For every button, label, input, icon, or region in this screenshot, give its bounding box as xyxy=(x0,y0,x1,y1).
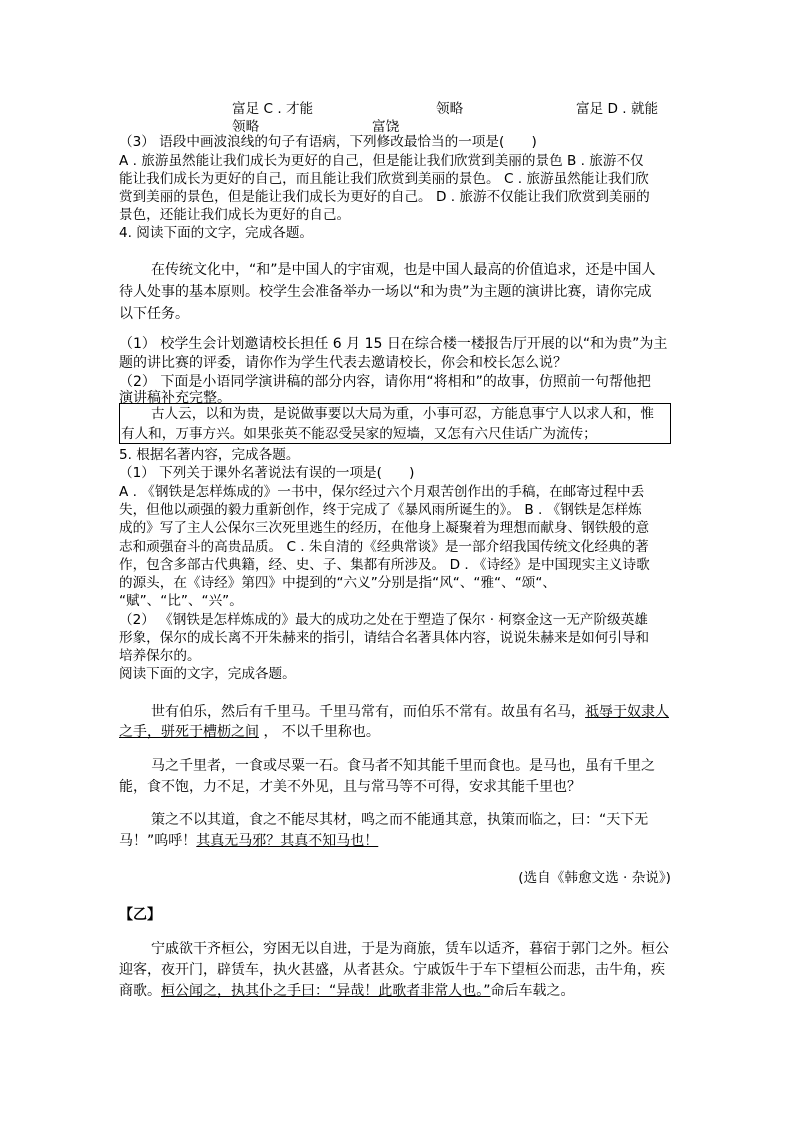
question-5-title: 5. 根据名著内容，完成各题。 xyxy=(119,447,300,463)
question-5-sub-1: （1） 下列关于课外名著说法有误的一项是( ) xyxy=(119,465,415,481)
question-4-intro: 以下任务。 xyxy=(119,306,189,322)
passage-3-line xyxy=(119,830,378,852)
question-4-sub-2: 演讲稿补充完整。 xyxy=(119,390,231,406)
question-5-option-line: A . 《钢铁是怎样炼成的》一书中，保尔经过六个月艰苦创作出的手稿，在邮寄过程中丢 xyxy=(119,484,645,500)
passage-text: 世有伯乐，然后有千里马。千里马常有，而伯乐不常有。故虽有名马， xyxy=(151,704,585,720)
underlined-phrase: 之手，骈死于槽枥之间 xyxy=(119,724,259,740)
reading-title: 阅读下面的文字，完成各题。 xyxy=(119,666,296,682)
question-5-option-line: 成的》写了主人公保尔三次死里逃生的经历，在他身上凝聚着为理想而献身、钢铁般的意 xyxy=(119,520,650,536)
question-4-sub-2: （2） 下面是小语同学演讲稿的部分内容，请你用“将相和”的故事，仿照前一句帮他把 xyxy=(119,374,651,390)
question-5-sub-2: （2） 《钢铁是怎样炼成的》最大的成功之处在于塑造了保尔 · 柯察金这一无产阶级英雄 xyxy=(119,612,648,628)
passage-2-line: 马之千里者，一食或尽粟一石。食马者不知其能千里而食也。是马也，虽有千里之 xyxy=(151,758,655,774)
question-5-option-line: 作，包含多部古代典籍，经、史、子、集都有所涉及。 D . 《诗经》是中国现实主义诗歌 xyxy=(119,557,650,573)
question-3-stem: （3） 语段中画波浪线的句子有语病，下列修改最恰当的一项是( ) xyxy=(119,134,537,150)
passage-text: 马！”呜呼！ xyxy=(119,833,197,849)
question-3-options-line: 赏到美丽的景色，但是能让我们成长为更好的自己。 D . 旅游不仅能让我们欣赏到美丽的 xyxy=(119,189,650,205)
question-4-intro: 待人处事的基本原则。校学生会准备举办一场以“和为贵”为主题的演讲比赛，请你完成 xyxy=(119,284,652,300)
question-5-sub-2: 形象，保尔的成长离不开朱赫来的指引，请结合名著具体内容，说说朱赫来是如何引导和 xyxy=(119,630,650,646)
speech-excerpt-box xyxy=(119,403,671,444)
question-3-options-line: 景色，还能让我们成长为更好的自己。 xyxy=(119,207,351,223)
section-yi-heading: 【乙】 xyxy=(119,907,161,923)
question-4-intro: 在传统文化中，“和”是中国人的宇宙观，也是中国人最高的价值追求，还是中国人 xyxy=(151,262,656,278)
question-5-option-line: “赋”、“比”、“兴”。 xyxy=(119,593,243,609)
passage-4-line xyxy=(119,980,575,1002)
question-3-options-line: A . 旅游虽然能让我们成长为更好的自己，但是能让我们欣赏到美丽的景色 B . 旅游不仅 xyxy=(119,153,644,169)
passage-2-line: 能，食不饱，力不足，才美不外见，且与常马等不可得，安求其能千里也？ xyxy=(119,779,581,795)
question-5-option-line: 失，但他以顽强的毅力重新创作，终于完成了《暴风雨所诞生的》。 B . 《钢铁是怎样炼 xyxy=(119,502,642,518)
passage-4-line: 迎客，夜开门，辟赁车，执火甚盛，从者甚众。宁戚饭牛于车下望桓公而悲，击牛角，疾 xyxy=(119,962,665,978)
passage-1-line xyxy=(119,721,380,743)
speech-excerpt-line: 古人云，以和为贵，是说做事要以大局为重，小事可忍，方能息事宁人以求人和，惟 xyxy=(151,406,654,422)
option-word: 领略 xyxy=(232,119,260,135)
underlined-phrase: 祗辱于奴隶人 xyxy=(585,704,669,720)
question-4-sub-1: （1） 校学生会计划邀请校长担任 6 月 15 日在综合楼一楼报告厅开展的以“和为贵”为主 xyxy=(119,336,668,352)
option-word: 领略 xyxy=(436,101,464,117)
passage-1-line xyxy=(151,701,669,723)
question-5-sub-2: 培养保尔的。 xyxy=(119,648,201,664)
option-word: 富饶 xyxy=(372,119,400,135)
question-5-option-line: 志和顽强奋斗的高贵品质。 C . 朱自清的《经典常谈》是一部介绍我国传统文化经典的著 xyxy=(119,539,649,555)
question-3-options-line: 能让我们成长为更好的自己，而且能让我们欣赏到美丽的景色。 C . 旅游虽然能让我们欣 xyxy=(119,171,649,187)
passage-text: ， 不以千里称也。 xyxy=(259,724,380,740)
question-4-sub-1: 题的讲比赛的评委，请你作为学生代表去邀请校长，你会和校长怎么说？ xyxy=(119,355,567,371)
underlined-phrase: 其真无马邪？其真不知马也！ xyxy=(196,833,379,849)
passage-text: 命后车载之。 xyxy=(490,983,575,999)
passage-source: (选自《韩愈文选 · 杂说》) xyxy=(518,870,671,886)
question-5-option-line: 的源头，在《诗经》第四》中提到的“六义”分别是指“风“、“雅“、“颂“、 xyxy=(119,575,556,591)
option-d-text: 富足 D . 就能 xyxy=(576,101,659,117)
passage-text: 商歌。 xyxy=(119,983,161,999)
underlined-phrase: 桓公闻之，执其仆之手曰：“异哉！此歌者非常人也。” xyxy=(161,983,491,999)
passage-3-line: 策之不以其道，食之不能尽其材，鸣之而不能通其意，执策而临之，曰：“天下无 xyxy=(151,812,649,828)
option-c-text: 富足 C . 才能 xyxy=(232,101,314,117)
speech-excerpt-line: 有人和，万事方兴。如果张英不能忍受吴家的短墙，又怎有六尺佳话广为流传； xyxy=(121,426,597,442)
question-4-title: 4. 阅读下面的文字，完成各题。 xyxy=(119,225,314,241)
passage-4-line: 宁戚欲干齐桓公，穷困无以自进，于是为商旅，赁车以适齐，暮宿于郭门之外。桓公 xyxy=(151,941,669,957)
